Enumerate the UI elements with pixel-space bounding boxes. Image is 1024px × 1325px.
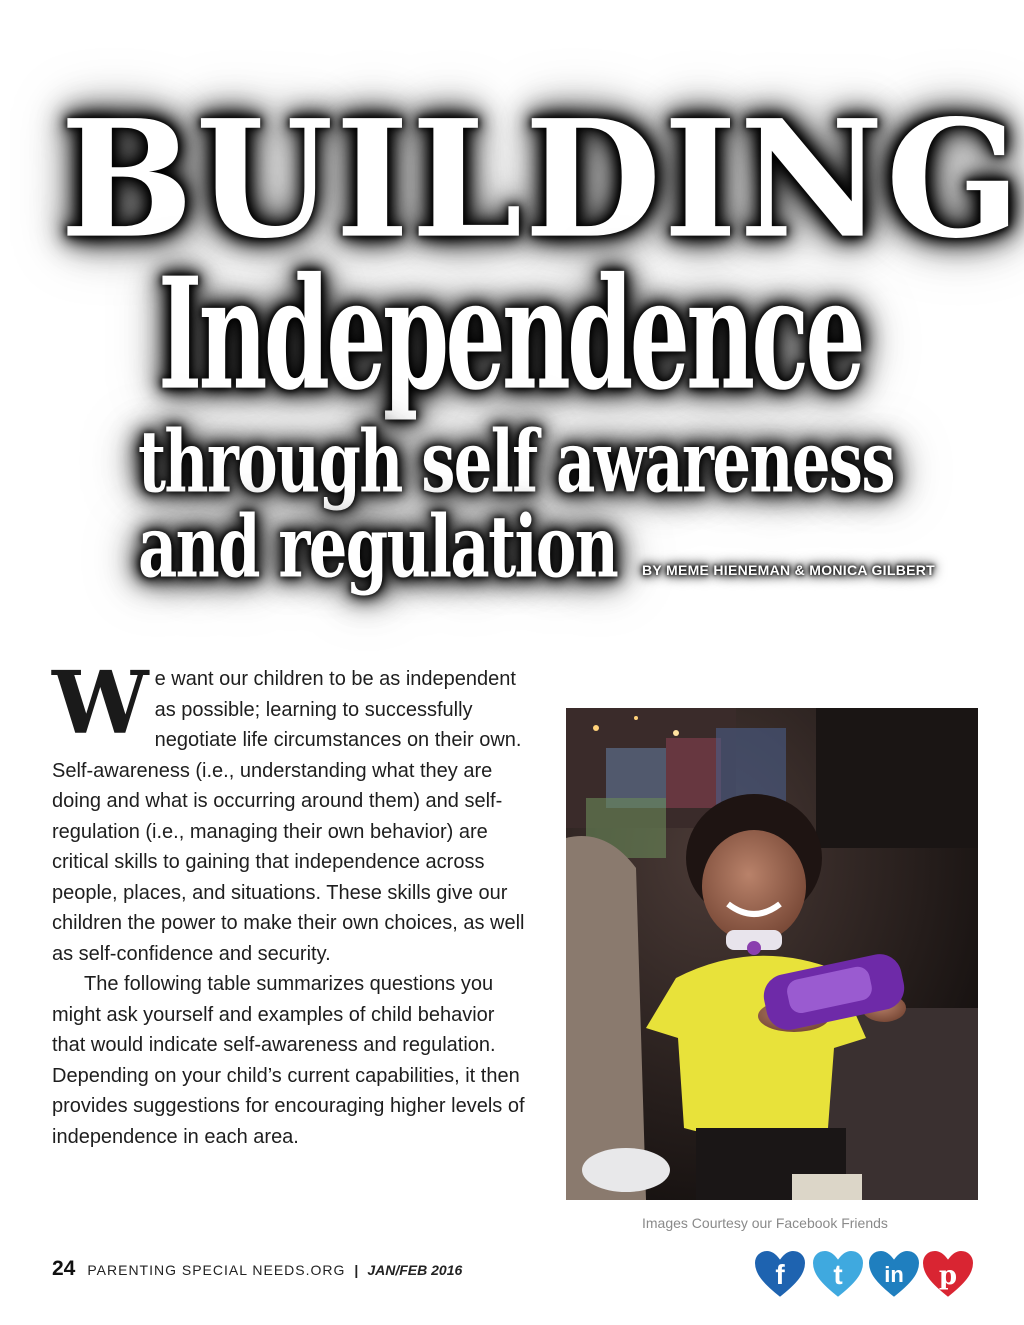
headline-building: BUILDING bbox=[60, 85, 1023, 275]
linkedin-icon[interactable] bbox=[866, 1248, 922, 1300]
headline-subtitle-line2: and regulation bbox=[138, 498, 618, 597]
article-body bbox=[52, 653, 530, 1152]
byline: BY MEME HIENEMAN & MONICA GILBERT bbox=[642, 562, 936, 578]
paragraph-1 bbox=[52, 653, 530, 969]
twitter-letter: t bbox=[833, 1259, 843, 1290]
photo-caption: Images Courtesy our Facebook Friends bbox=[642, 1215, 888, 1231]
facebook-letter: f bbox=[775, 1259, 785, 1290]
paragraph-1-text: e want our children to be as independent as possible; learning to successfully negotiate life circumstances on their own. Self-awareness (i.e., understanding what they are doing and what is occurring around them) and self-regulation (i.e., managing their own behavior) are critical skills to gaining that independence across people, places, and situations. These skills give our children the power to make their own choices, as well as self-confidence and security. bbox=[52, 668, 525, 965]
twitter-icon[interactable] bbox=[810, 1248, 866, 1300]
article-photo bbox=[566, 708, 978, 1200]
footer-site: PARENTING SPECIAL NEEDS.ORG bbox=[87, 1262, 346, 1278]
linkedin-letter: in bbox=[884, 1262, 904, 1287]
paragraph-2: The following table summarizes questions you might ask yourself and examples of child behavior that would indicate self-awareness and regulation. Depending on your child’s current capabilities, it then provides suggestions for encouraging higher levels of independence in each area. bbox=[52, 973, 525, 1148]
pinterest-icon[interactable] bbox=[920, 1248, 976, 1300]
headline-subtitle-line1: through self awareness bbox=[138, 413, 894, 512]
drop-cap: W bbox=[52, 653, 149, 754]
page-number: 24 bbox=[52, 1257, 76, 1280]
photo-child-with-tablet bbox=[566, 708, 978, 1200]
headline-independence: Independence bbox=[158, 244, 862, 425]
facebook-icon[interactable] bbox=[752, 1248, 808, 1300]
footer-issue: JAN/FEB 2016 bbox=[367, 1262, 463, 1278]
footer-separator: | bbox=[354, 1262, 359, 1278]
page-footer bbox=[52, 1257, 462, 1281]
pinterest-letter: p bbox=[938, 1261, 958, 1291]
